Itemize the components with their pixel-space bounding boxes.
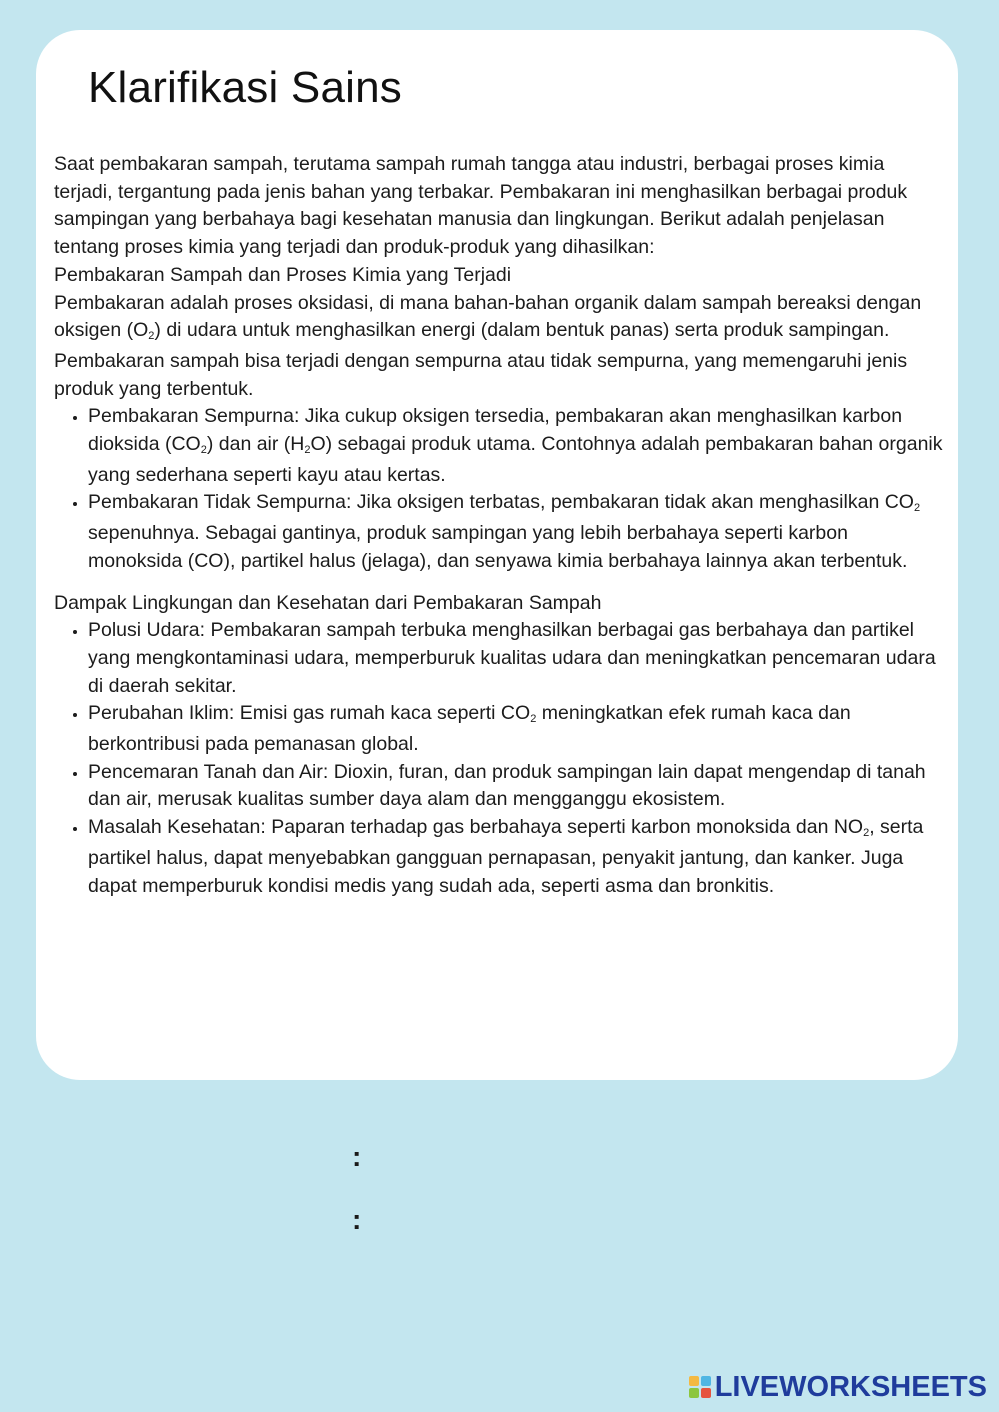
text-run: Perubahan Iklim: Emisi gas rumah kaca seperti CO [88, 702, 531, 725]
logo-square [689, 1388, 699, 1398]
logo-square [701, 1376, 711, 1386]
text-run: Pembakaran Sempurna: Jika cukup oksigen tersedia, pembakaran akan menghasilkan karbon dioksida (CO [88, 405, 903, 456]
answer-field-colon-1: : [352, 1141, 362, 1172]
text-run: Masalah Kesehatan: Paparan terhadap gas berbahaya seperti karbon monoksida dan NO [88, 816, 864, 839]
logo-text: LIVEWORKSHEETS [714, 1370, 987, 1403]
text-run: sepenuhnya. Sebagai gantinya, produk sampingan yang lebih berbahaya seperti karbon monoksida (CO), partikel halus (jelaga), dan senyawa kimia berbahaya lainnya akan terbentuk. [88, 522, 908, 572]
subscript: 2 [148, 330, 155, 343]
section2-heading: Dampak Lingkungan dan Kesehatan dari Pembakaran Sampah [54, 591, 602, 614]
subscript: 2 [863, 827, 870, 840]
list-item [88, 759, 944, 814]
text-run: meningkatkan efek rumah kaca dan berkontribusi pada pemanasan global. [88, 702, 851, 756]
subscript: 2 [530, 713, 537, 726]
section2-bullet-list [54, 617, 944, 900]
section1-bullet-list [54, 403, 944, 575]
section1-paragraph [54, 290, 944, 404]
text-run: Pembakaran Tidak Sempurna: Jika oksigen terbatas, pembakaran tidak akan menghasilkan CO [88, 491, 914, 514]
answer-field-colon-2: : [352, 1204, 362, 1235]
section1-heading: Pembakaran Sampah dan Proses Kimia yang Terjadi [54, 263, 512, 286]
intro-paragraph: Saat pembakaran sampah, terutama sampah rumah tangga atau industri, berbagai proses kimia terjadi, tergantung pada jenis bahan yang terbakar. Pembakaran ini menghasilkan berbagai produk sampingan yang berbahaya bagi kesehatan manusia dan lingkungan. Berikut adalah penjelasan tentang proses kimia yang terjadi dan produk-produk yang dihasilkan: [54, 153, 908, 259]
article-body [54, 151, 944, 900]
list-item [88, 403, 944, 489]
text-run: ) di udara untuk menghasilkan energi (dalam bentuk panas) serta produk sampingan. Pembakaran sampah bisa terjadi dengan sempurna atau tidak sempurna, yang memengaruhi jenis produk yang terbentuk. [54, 319, 908, 400]
text-run: Pembakaran adalah proses oksidasi, di mana bahan-bahan organik dalam sampah bereaksi dengan oksigen (O [54, 291, 922, 342]
list-item [88, 700, 944, 758]
list-item [88, 489, 944, 575]
subscript: 2 [913, 502, 921, 515]
subscript: 2 [304, 444, 311, 457]
text-run: Polusi Udara: Pembakaran sampah terbuka menghasilkan berbagai gas berbahaya dan partikel yang mengkontaminasi udara, memperburuk kualitas udara dan meningkatkan pencemaran udara di daerah sekitar. [88, 619, 936, 697]
list-item [88, 814, 944, 900]
text-run: ) dan air (H [206, 433, 305, 456]
text-run: , serta partikel halus, dapat menyebabkan gangguan pernapasan, penyakit jantung, dan kanker. Juga dapat memperburuk kondisi medis yang sudah ada, seperti asma dan bronkitis. [88, 816, 924, 897]
liveworksheets-logo [689, 1372, 987, 1402]
list-item [88, 617, 944, 700]
logo-square [689, 1376, 699, 1386]
subscript: 2 [200, 444, 207, 457]
text-run: Pencemaran Tanah dan Air: Dioxin, furan, dan produk sampingan lain dapat mengendap di tanah dan air, merusak kualitas sumber daya alam dan mengganggu ekosistem. [88, 760, 926, 811]
logo-square [701, 1388, 711, 1398]
spacer [54, 576, 944, 590]
text-run: O) sebagai produk utama. Contohnya adalah pembakaran bahan organik yang sederhana seperti kayu atau kertas. [88, 433, 943, 486]
page-title: Klarifikasi Sains [88, 63, 402, 112]
logo-mark-icon [689, 1376, 711, 1398]
content-card [36, 30, 958, 1080]
